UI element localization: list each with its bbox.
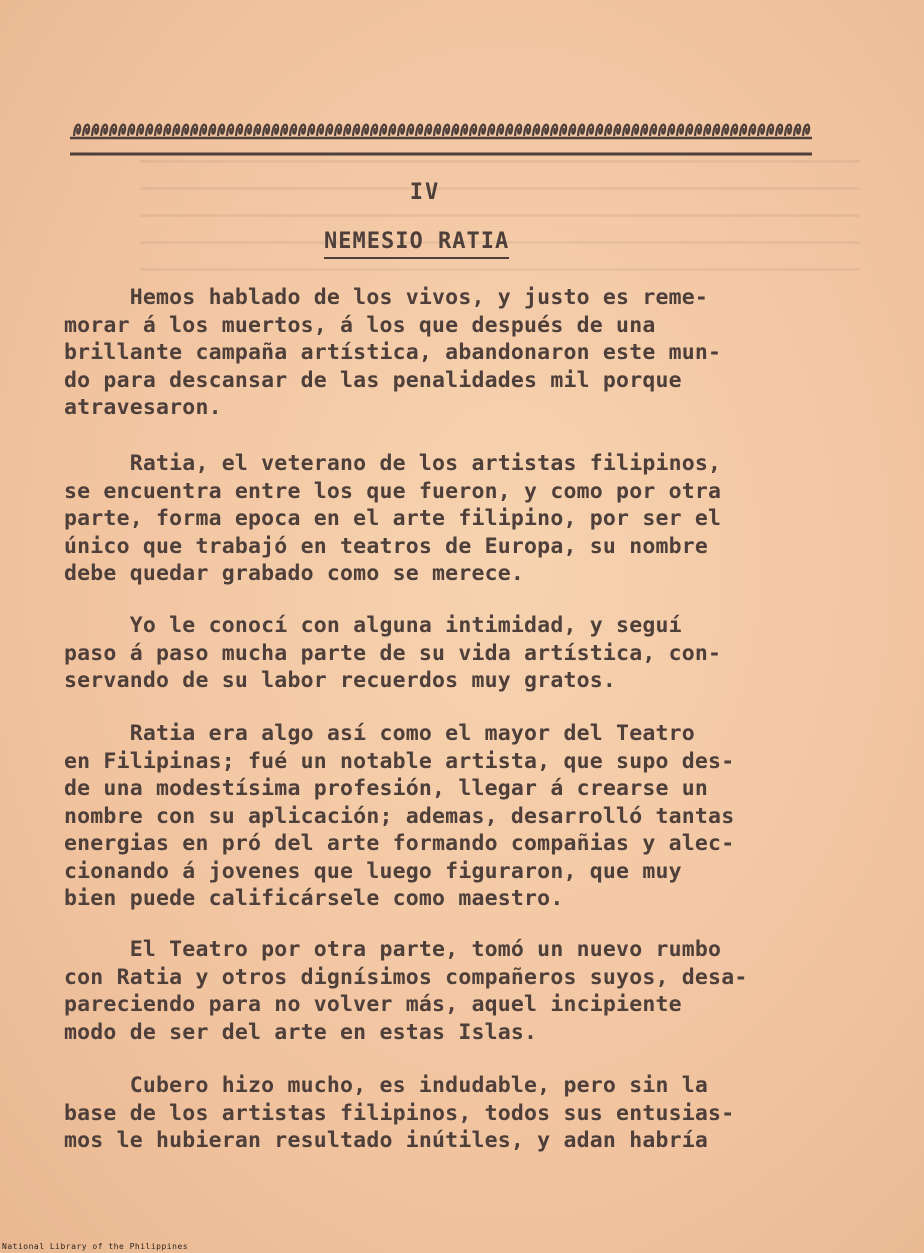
ornamental-rule	[70, 116, 812, 158]
paragraph-1: Hemos hablado de los vivos, y justo es reme- morar á los muertos, á los que después de una brillante campaña artística, abandonaron este mun- do para descansar de las penalidades mil porque atravesaron.	[64, 285, 722, 420]
chapter-title: NEMESIO RATIA	[324, 228, 509, 259]
paragraph-3: Yo le conocí con alguna intimidad, y seguí paso á paso mucha parte de su vida artística, con- servando de su labor recuerdos muy gratos.	[64, 613, 722, 693]
paragraph-5: El Teatro por otra parte, tomó un nuevo rumbo con Ratia y otros dignísimos compañeros suyos, desa- pareciendo para no volver más, aquel incipiente modo de ser del arte en estas Islas.	[64, 937, 748, 1045]
library-credit: National Library of the Philippines	[2, 1242, 189, 1251]
paragraph-2: Ratia, el veterano de los artistas filipinos, se encuentra entre los que fueron, y como por otra parte, forma epoca en el arte filipino, por ser el único que trabajó en teatros de Europa, su nombre debe quedar grabado como se merece.	[64, 451, 722, 586]
paragraph-4: Ratia era algo así como el mayor del Teatro en Filipinas; fué un notable artista, que supo des- de una modestísima profesión, llegar á crearse un nombre con su aplicación; ademas, desarrolló tantas energias en pró del arte formando compañias y alec- cionando á jovenes que luego figuraron, que muy bien puede calificársele como maestro.	[64, 721, 735, 911]
show-through-text	[140, 160, 860, 280]
paragraph-6: Cubero hizo mucho, es indudable, pero sin la base de los artistas filipinos, todos sus entusias- mos le hubieran resultado inútiles, y adan habría	[64, 1073, 735, 1153]
chapter-numeral: IV	[409, 180, 441, 205]
